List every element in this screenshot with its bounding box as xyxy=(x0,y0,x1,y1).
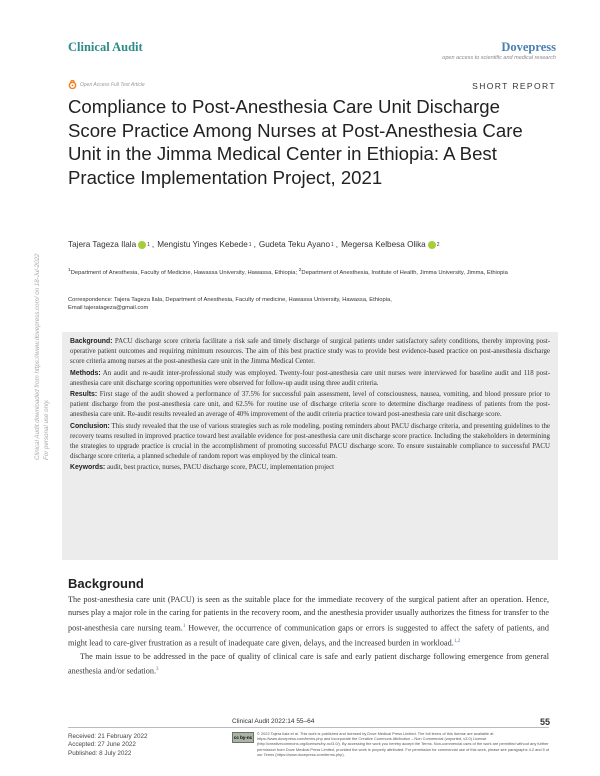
journal-name: Clinical Audit xyxy=(68,40,143,54)
open-access-label xyxy=(68,80,145,89)
footer-divider xyxy=(68,727,549,728)
section-body: First stage of the audit showed a performance of 37.5% for successful pain assessment, level of consciousness, nausea, vomiting, and blood pressure prior to patient discharge from the post-anesthesia care unit, and 62.5% for routine use of discharge criteria score to determine discharge readiness of patients from the post-anesthesia care unit. Re-audit results revealed an average of 40% improvement of the audit criteria practice toward post-anesthesia care unit discharge score. xyxy=(70,391,550,419)
abstract-background xyxy=(70,337,550,368)
section-body: An audit and re-audit inter-professional study was employed. Twenty-four post-anesthesia care unit nurses were interviewed for baseline audit and 118 post-anesthesia care unit discharge scoring opportunities were observed for follow-up audit using three audit criteria. xyxy=(70,369,550,387)
background-body xyxy=(68,593,549,678)
article-type: SHORT REPORT xyxy=(472,81,556,91)
section-label: Conclusion: xyxy=(70,422,110,430)
license-text: © 2022 Tajera Ilala et al. This work is published and licensed by Dove Medical Press Limited. The full terms of this license are available at https://www.dovepress.com/terms.php and incorporate the Creative Commons Attribution – Non Commercial (unported, v3.0) License (http://creativecommons.org/licenses/by-nc/3.0/). By accessing the work you hereby accept the Terms. Non-commercial uses of the work are permitted without any further permission from Dove Medical Press Limited, provided the work is properly attributed. For permission for commercial use of this work, please see paragraphs 4.2 and 5 of our Terms (https://www.dovepress.com/terms.php). xyxy=(257,731,550,757)
orcid-icon[interactable] xyxy=(138,241,146,249)
section-body: audit, best practice, nurses, PACU discharge score, PACU, implementation project xyxy=(105,464,335,472)
open-access-icon xyxy=(68,80,77,89)
orcid-icon[interactable] xyxy=(428,241,436,249)
author-name: Tajera Tageza Ilala xyxy=(68,240,137,249)
author-affil-sup: 1 xyxy=(147,241,150,248)
cc-license-icon[interactable]: cc by-nc xyxy=(232,732,254,743)
affiliation-2: Department of Anesthesia, Institute of Health, Jimma University, Jimma, Ethiopia xyxy=(301,269,508,276)
affiliations xyxy=(68,267,548,277)
article-title: Compliance to Post-Anesthesia Care Unit Discharge Score Practice Among Nurses at Post-Anesthesia Care Unit in the Jimma Medical Center in Ethiopia: A Best Practice Implementation Project, 2021 xyxy=(68,96,523,188)
abstract-results xyxy=(70,390,550,421)
correspondence xyxy=(68,296,548,312)
author-name: Gudeta Teku Ayano xyxy=(258,240,331,249)
publication-dates xyxy=(68,733,147,758)
section-label: Keywords: xyxy=(70,464,106,472)
citation-ref[interactable]: 1,2 xyxy=(453,638,461,644)
publisher-tagline: open access to scientific and medical research xyxy=(442,55,556,61)
open-access-text: Open Access Full Text Article xyxy=(80,81,145,88)
text: However, the occurrence of communication gaps or errors is suggested to affect the safety of patients, and might lead to care-giver frustration as a result of inadequate care given, delays, and the increased burden in workload. xyxy=(68,623,549,648)
section-body: This study revealed that the use of various strategies such as role modeling, posting reminders about PACU discharge criteria, and presenting guidelines to the recovery teams resulted in improved practice toward best available evidence for post-anesthesia care unit discharge score practice. Including the stakeholders in determining the strategies to upgrade practice is crucial in the accomplishment of promoting successful PACU discharge score. To ensure sustainable compliance to successful PACU discharge score criteria, a planned schedule of random report was employed by the clinical team. xyxy=(70,422,550,461)
received-date: Received: 21 February 2022 xyxy=(68,733,148,740)
author-1[interactable] xyxy=(68,240,150,249)
watermark-line-1: Clinical Audit downloaded from https://www.dovepress.com/ on 18-Jul-2022 xyxy=(34,253,41,460)
author-affil-sup: 1 xyxy=(248,241,252,248)
author-name: Mengistu Yinges Kebede xyxy=(157,240,248,249)
journal-citation: Clinical Audit 2022:14 55–64 xyxy=(232,718,315,725)
correspondence-email[interactable]: Email tajeratageza@gmail.com xyxy=(68,305,149,311)
author-list: Tajera Tageza Ilala 1 , Mengistu Yinges Kebede 1 , Gudeta Teku Ayano 1 , Megersa Kelbesa Olika 2 xyxy=(68,240,440,249)
page-number: 55 xyxy=(539,717,550,727)
text: The main issue to be addressed in the pace of quality of clinical care is safe and early patient discharge following emergence from general anesthesia and/or sedation. xyxy=(68,651,549,676)
correspondence-line: Correspondence: Tajera Tageza Ilala, Department of Anesthesia, Faculty of medicine, Hawassa University, Hawassa, Ethiopia, xyxy=(68,297,392,303)
author-name: Megersa Kelbesa Olika xyxy=(341,240,426,249)
paragraph xyxy=(68,650,549,678)
author-2[interactable] xyxy=(157,240,251,249)
download-watermark xyxy=(30,160,52,460)
text: The post-anesthesia care unit (PACU) is seen as the suitable place for the immediate recovery of the surgical patient after an operation. Hence, nurses play a major role in the caring for patients in the recovery room, and the anesthesia provider usually authorizes the fitness for transfer to the post-anesthesia care nursing team. xyxy=(68,595,549,633)
abstract-text xyxy=(70,337,550,475)
affiliation-1: Department of Anesthesia, Faculty of Medicine, Hawassa University, Hawassa, Ethiopia; xyxy=(70,269,299,276)
watermark-line-2: For personal use only. xyxy=(43,399,50,460)
section-heading: Background xyxy=(68,576,144,591)
section-label: Results: xyxy=(70,391,98,399)
accepted-date: Accepted: 27 June 2022 xyxy=(68,741,136,749)
affil-sup: 2 xyxy=(298,268,302,273)
section-label: Methods: xyxy=(70,369,101,377)
abstract-keywords xyxy=(70,463,550,473)
abstract-methods xyxy=(70,369,550,389)
citation-ref[interactable]: 1 xyxy=(182,623,186,629)
author-affil-sup: 1 xyxy=(331,241,334,248)
author-3[interactable] xyxy=(259,240,334,249)
published-date: Published: 8 July 2022 xyxy=(68,749,132,757)
paragraph xyxy=(68,593,549,650)
affil-sup: 1 xyxy=(68,268,71,273)
publisher-logo[interactable]: Dovepress xyxy=(501,40,556,54)
section-label: Background: xyxy=(70,338,113,345)
section-body: PACU discharge score criteria facilitate a risk safe and timely discharge of surgical patients under satisfactory safety conditions, thereby improving post-operative patient outcomes and requiring minimum resources. The aim of this best practice study was to provide best evidence-based practice on post-anesthesia discharge score criteria among nurses at the post-anesthesia care unit in the Jimma Medical Center. xyxy=(70,338,550,366)
citation-ref[interactable]: 3 xyxy=(156,666,159,672)
author-affil-sup: 2 xyxy=(436,241,440,248)
abstract-conclusion xyxy=(70,422,550,463)
author-4[interactable] xyxy=(341,240,439,249)
